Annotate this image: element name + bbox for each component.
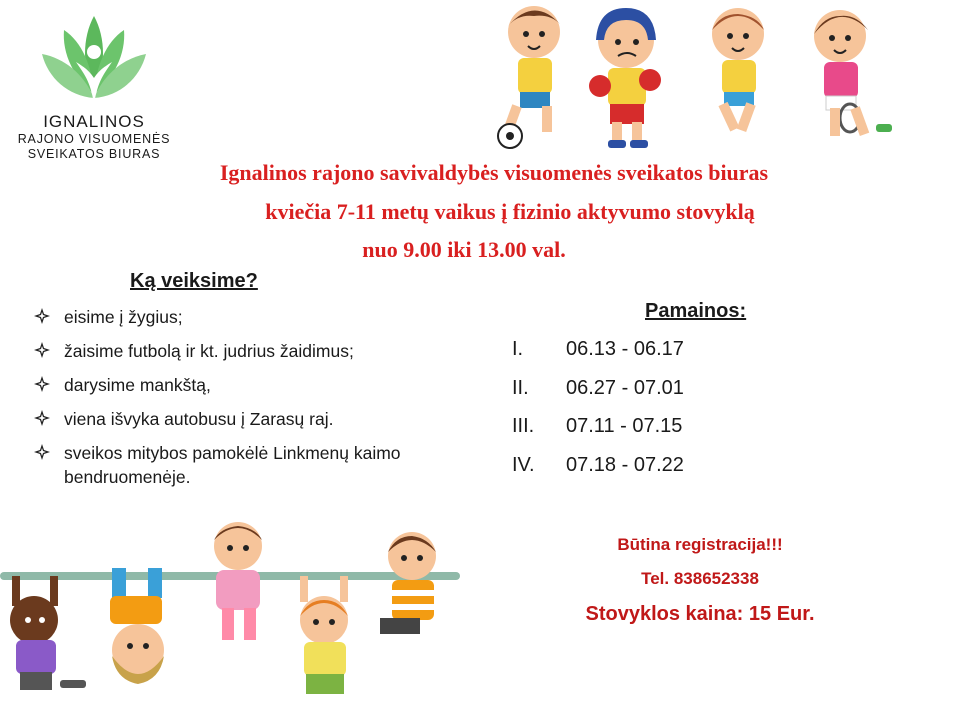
diamond-bullet-icon — [34, 410, 50, 426]
shift-dates: 07.11 - 07.15 — [566, 415, 683, 437]
header-line-3: nuo 9.00 iki 13.00 val. — [362, 237, 566, 262]
header-line-1: Ignalinos rajono savivaldybės visuomenės sveikatos biuras — [219, 160, 769, 185]
shift-number: II. — [512, 376, 529, 399]
shift-dates: 07.18 - 07.22 — [566, 453, 684, 476]
logo-title: IGNALINOS — [43, 112, 145, 131]
shift-number: III. — [512, 415, 535, 437]
activity-item — [34, 305, 474, 329]
shift-dates: 06.27 - 07.01 — [566, 376, 684, 399]
logo-subtitle-1: RAJONO VISUOMENĖS — [17, 132, 171, 146]
activity-item — [34, 339, 474, 363]
shift-number: I. — [512, 338, 524, 360]
logo-subtitle-2: SVEIKATOS BIURAS — [27, 147, 161, 161]
activity-item — [34, 373, 474, 397]
camp-price: Stovyklos kaina: 15 Eur. — [585, 603, 815, 625]
sporty-kids-illustration — [490, 0, 910, 155]
activity-text: žaisime futbolą ir kt. judrius žaidimus; — [64, 341, 354, 361]
registration-notice: Būtina registracija!!! — [617, 535, 783, 554]
activity-text: viena išvyka autobusu į Zarasų raj. — [64, 409, 334, 429]
shift-number: IV. — [512, 453, 535, 476]
diamond-bullet-icon — [34, 342, 50, 358]
lotus-logo-icon — [38, 8, 150, 112]
activities-title: Ką veiksime? — [130, 270, 258, 292]
activity-text: darysime mankštą, — [64, 375, 211, 395]
phone-number: Tel. 838652338 — [641, 569, 759, 588]
activities-list — [34, 305, 474, 499]
diamond-bullet-icon — [34, 308, 50, 324]
activity-text: eisime į žygius; — [64, 307, 183, 327]
activity-item — [34, 407, 474, 431]
shifts-title: Pamainos: — [645, 300, 747, 322]
activity-item — [34, 441, 474, 489]
kids-on-bar-illustration — [0, 520, 470, 720]
diamond-bullet-icon — [34, 376, 50, 392]
activity-text: sveikos mitybos pamokėlė Linkmenų kaimo bendruomenėje. — [64, 443, 401, 487]
logo — [14, 8, 174, 168]
header-line-2: kviečia 7-11 metų vaikus į fizinio aktyvumo stovyklą — [265, 199, 755, 224]
diamond-bullet-icon — [34, 444, 50, 460]
shift-dates: 06.13 - 06.17 — [566, 338, 684, 360]
